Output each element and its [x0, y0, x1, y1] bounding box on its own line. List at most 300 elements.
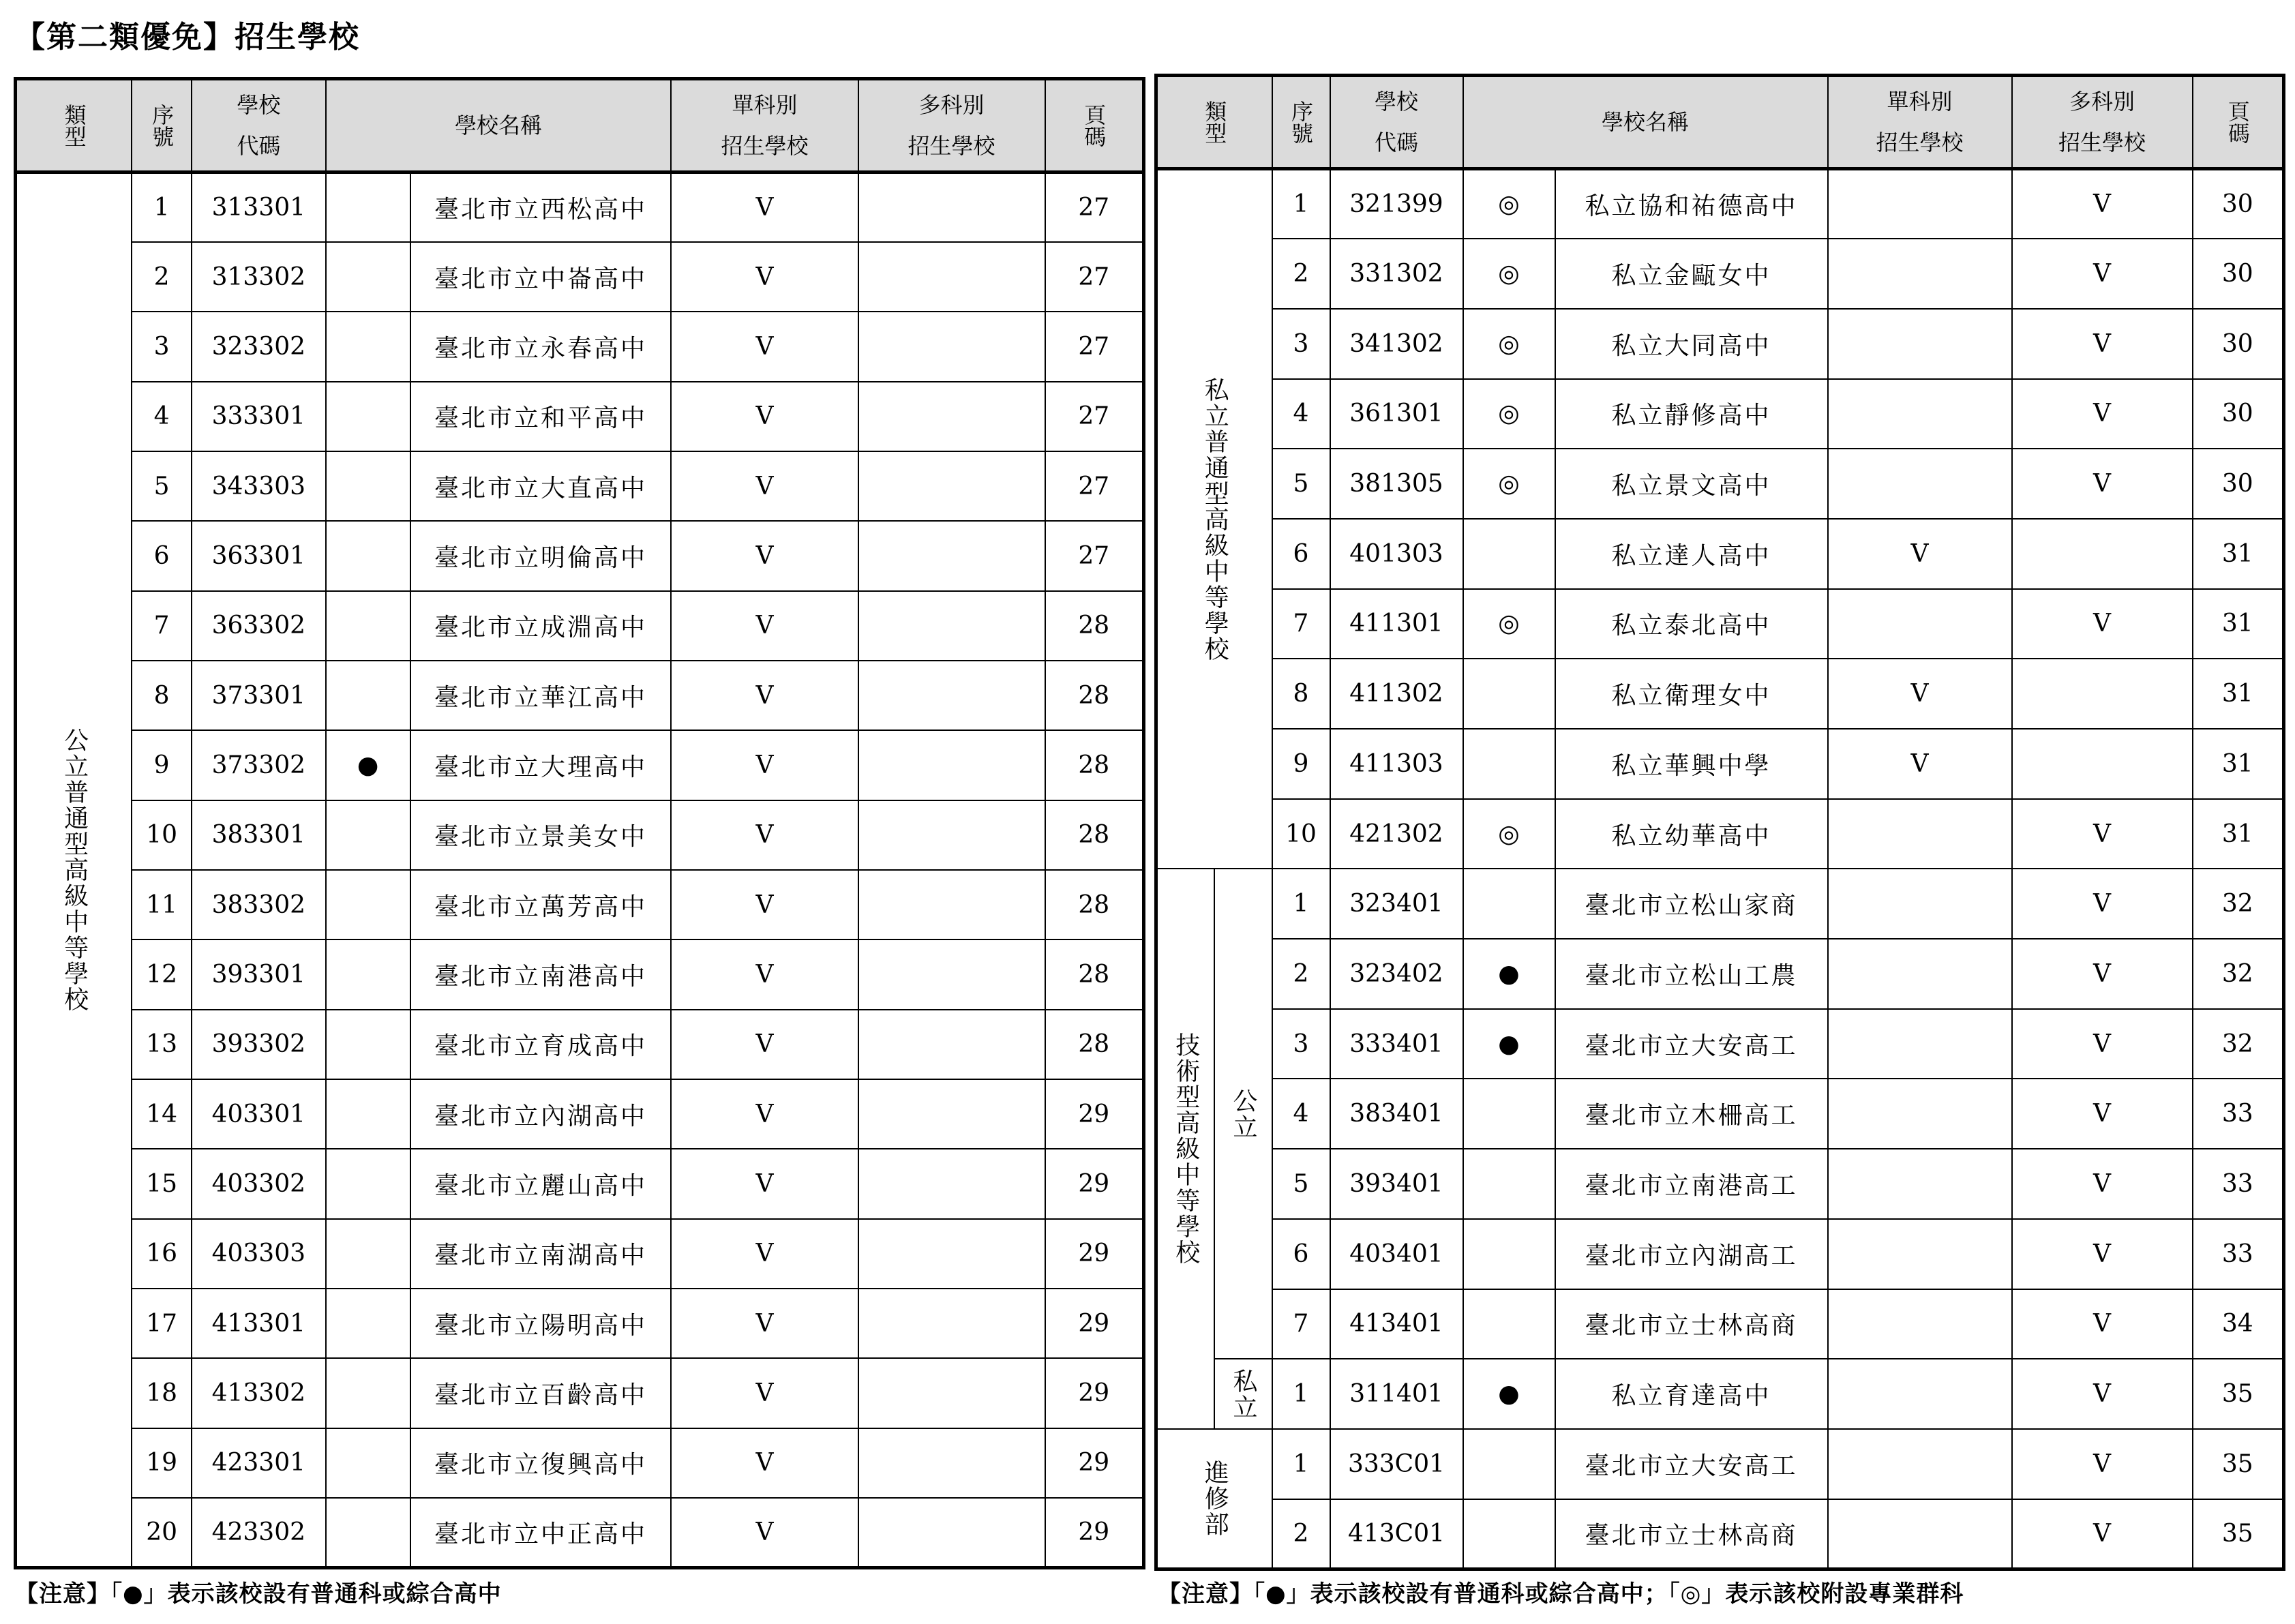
school-name-cell: 私立泰北高中	[1555, 589, 1828, 659]
mark-symbol-cell: ◎	[1463, 239, 1555, 309]
school-code-cell: 333401	[1330, 1009, 1463, 1079]
mark-symbol-cell: ◎	[1463, 589, 1555, 659]
page-number-cell: 29	[1045, 1358, 1144, 1428]
single-subject-mark	[1828, 589, 2012, 659]
single-subject-mark: V	[671, 312, 858, 381]
seq-cell: 1	[1272, 1359, 1330, 1429]
multi-subject-mark	[858, 172, 1045, 242]
multi-subject-mark: V	[2012, 939, 2193, 1009]
header-code-line1: 學校	[237, 92, 281, 118]
mark-symbol-cell	[326, 521, 410, 590]
school-code-cell: 411303	[1330, 729, 1463, 799]
seq-cell: 2	[1272, 1499, 1330, 1569]
seq-cell: 9	[132, 730, 192, 800]
header-row	[16, 79, 1144, 172]
multi-subject-mark	[858, 1219, 1045, 1289]
seq-cell: 19	[132, 1428, 192, 1498]
multi-subject-mark	[858, 939, 1045, 1009]
mark-symbol-cell	[326, 1010, 410, 1079]
mark-symbol-cell	[326, 591, 410, 661]
category-cell: 公立普通型高級中等學校	[16, 172, 132, 1568]
header-multi-line2: 招生學校	[907, 133, 995, 159]
page-number-cell: 31	[2193, 729, 2284, 799]
single-subject-mark: V	[671, 939, 858, 1009]
multi-subject-mark: V	[2012, 309, 2193, 379]
category-cell: 進修部	[1156, 1429, 1272, 1569]
school-code-cell: 403302	[192, 1149, 326, 1218]
multi-subject-mark	[2012, 659, 2193, 729]
seq-cell: 2	[132, 242, 192, 312]
table-row	[1156, 1499, 2284, 1569]
seq-cell: 18	[132, 1358, 192, 1428]
school-name-cell: 臺北市立萬芳高中	[410, 870, 672, 939]
mark-symbol-cell	[1463, 1499, 1555, 1569]
table-row	[16, 1010, 1144, 1079]
multi-subject-mark	[858, 451, 1045, 521]
mark-symbol-cell	[326, 451, 410, 521]
page-number-cell: 33	[2193, 1219, 2284, 1289]
school-code-cell: 411302	[1330, 659, 1463, 729]
seq-cell: 3	[1272, 1009, 1330, 1079]
school-code-cell: 413301	[192, 1289, 326, 1358]
page-number-cell: 35	[2193, 1499, 2284, 1569]
multi-subject-mark	[858, 1149, 1045, 1218]
school-code-cell: 413C01	[1330, 1499, 1463, 1569]
single-subject-mark	[1828, 799, 2012, 869]
school-code-cell: 393301	[192, 939, 326, 1009]
multi-subject-mark	[858, 730, 1045, 800]
multi-subject-mark: V	[2012, 239, 2193, 309]
school-code-cell: 361301	[1330, 379, 1463, 449]
seq-cell: 11	[132, 870, 192, 939]
table-row	[1156, 239, 2284, 309]
seq-cell: 9	[1272, 729, 1330, 799]
mark-symbol-cell	[326, 1149, 410, 1218]
page-number-cell: 28	[1045, 661, 1144, 730]
school-code-cell: 421302	[1330, 799, 1463, 869]
single-subject-mark: V	[671, 1010, 858, 1079]
school-code-cell: 381305	[1330, 449, 1463, 519]
table-row	[1156, 1009, 2284, 1079]
table-row	[16, 242, 1144, 312]
school-code-cell: 321399	[1330, 169, 1463, 239]
single-subject-mark: V	[671, 1498, 858, 1567]
table-row	[1156, 519, 2284, 589]
school-name-cell: 臺北市立士林高商	[1555, 1499, 1828, 1569]
school-code-cell: 423302	[192, 1498, 326, 1567]
seq-cell: 7	[1272, 1289, 1330, 1359]
seq-cell: 20	[132, 1498, 192, 1567]
school-name-cell: 臺北市立南湖高中	[410, 1219, 672, 1289]
multi-subject-mark: V	[2012, 1429, 2193, 1499]
seq-cell: 3	[132, 312, 192, 381]
multi-subject-mark	[858, 1289, 1045, 1358]
school-code-cell: 383401	[1330, 1079, 1463, 1149]
seq-cell: 6	[132, 521, 192, 590]
left-table-body	[16, 172, 1144, 1568]
school-code-cell: 333301	[192, 382, 326, 451]
page-number-cell: 31	[2193, 799, 2284, 869]
table-row	[16, 1428, 1144, 1498]
header-page: 頁碼	[2193, 76, 2284, 169]
seq-cell: 5	[1272, 1149, 1330, 1219]
single-subject-mark: V	[671, 800, 858, 870]
table-row	[16, 800, 1144, 870]
single-subject-mark	[1828, 309, 2012, 379]
seq-cell: 4	[132, 382, 192, 451]
multi-subject-mark: V	[2012, 869, 2193, 939]
single-subject-mark: V	[671, 1358, 858, 1428]
multi-subject-mark: V	[2012, 379, 2193, 449]
mark-symbol-cell	[1463, 1079, 1555, 1149]
single-subject-mark: V	[1828, 519, 2012, 589]
mark-symbol-cell	[326, 1219, 410, 1289]
school-name-cell: 私立育達高中	[1555, 1359, 1828, 1429]
multi-subject-mark: V	[2012, 799, 2193, 869]
mark-symbol-cell	[1463, 729, 1555, 799]
single-subject-mark	[1828, 1009, 2012, 1079]
table-row	[16, 730, 1144, 800]
mark-symbol-cell	[1463, 1289, 1555, 1359]
multi-subject-mark	[858, 521, 1045, 590]
mark-symbol-cell: ◎	[1463, 799, 1555, 869]
table-row	[16, 1079, 1144, 1149]
school-name-cell: 臺北市立中崙高中	[410, 242, 672, 312]
table-row	[16, 451, 1144, 521]
page-number-cell: 33	[2193, 1079, 2284, 1149]
page-number-cell: 31	[2193, 659, 2284, 729]
school-code-cell: 363302	[192, 591, 326, 661]
page-number-cell: 31	[2193, 519, 2284, 589]
page-title: 【第二類優免】招生學校	[15, 20, 360, 55]
multi-subject-mark: V	[2012, 1359, 2193, 1429]
mark-symbol-cell	[326, 661, 410, 730]
page-number-cell: 27	[1045, 451, 1144, 521]
school-name-cell: 私立金甌女中	[1555, 239, 1828, 309]
single-subject-mark: V	[671, 242, 858, 312]
school-name-cell: 私立靜修高中	[1555, 379, 1828, 449]
school-code-cell: 401303	[1330, 519, 1463, 589]
table-row	[1156, 659, 2284, 729]
right-school-table	[1154, 74, 2285, 1571]
seq-cell: 2	[1272, 239, 1330, 309]
school-code-cell: 413401	[1330, 1289, 1463, 1359]
table-row	[16, 939, 1144, 1009]
mark-symbol-cell: ◎	[1463, 379, 1555, 449]
school-name-cell: 臺北市立復興高中	[410, 1428, 672, 1498]
header-multi	[858, 79, 1045, 172]
mark-symbol-cell	[326, 800, 410, 870]
single-subject-mark: V	[671, 382, 858, 451]
seq-cell: 16	[132, 1219, 192, 1289]
header-multi-line1: 多科別	[918, 92, 985, 118]
header-name: 學校名稱	[1463, 76, 1828, 169]
seq-cell: 1	[1272, 869, 1330, 939]
left-school-table	[14, 77, 1145, 1569]
seq-cell: 4	[1272, 379, 1330, 449]
page-number-cell: 32	[2193, 939, 2284, 1009]
school-name-cell: 臺北市立木柵高工	[1555, 1079, 1828, 1149]
table-row	[16, 312, 1144, 381]
seq-cell: 6	[1272, 1219, 1330, 1289]
page-number-cell: 30	[2193, 239, 2284, 309]
table-row	[1156, 1149, 2284, 1219]
page-number-cell: 28	[1045, 800, 1144, 870]
seq-cell: 12	[132, 939, 192, 1009]
table-row	[1156, 1219, 2284, 1289]
mark-symbol-cell	[326, 1079, 410, 1149]
school-code-cell: 411301	[1330, 589, 1463, 659]
table-row	[1156, 379, 2284, 449]
table-row	[1156, 169, 2284, 239]
header-multi	[2012, 76, 2193, 169]
school-name-cell: 私立達人高中	[1555, 519, 1828, 589]
school-name-cell: 臺北市立大安高工	[1555, 1429, 1828, 1499]
mark-symbol-cell	[1463, 1149, 1555, 1219]
single-subject-mark	[1828, 239, 2012, 309]
single-subject-mark	[1828, 1219, 2012, 1289]
seq-cell: 17	[132, 1289, 192, 1358]
school-code-cell: 393302	[192, 1010, 326, 1079]
mark-symbol-cell	[326, 1289, 410, 1358]
multi-subject-mark: V	[2012, 1149, 2193, 1219]
school-code-cell: 393401	[1330, 1149, 1463, 1219]
single-subject-mark: V	[671, 1289, 858, 1358]
school-name-cell: 私立衛理女中	[1555, 659, 1828, 729]
table-row	[16, 382, 1144, 451]
school-name-cell: 臺北市立和平高中	[410, 382, 672, 451]
school-name-cell: 私立景文高中	[1555, 449, 1828, 519]
school-code-cell: 383301	[192, 800, 326, 870]
single-subject-mark	[1828, 1079, 2012, 1149]
seq-cell: 2	[1272, 939, 1330, 1009]
school-name-cell: 私立協和祐德高中	[1555, 169, 1828, 239]
table-row	[1156, 799, 2284, 869]
seq-cell: 1	[1272, 169, 1330, 239]
school-name-cell: 臺北市立華江高中	[410, 661, 672, 730]
school-name-cell: 臺北市立內湖高工	[1555, 1219, 1828, 1289]
multi-subject-mark	[858, 1498, 1045, 1567]
page-number-cell: 29	[1045, 1498, 1144, 1567]
header-single-line2: 招生學校	[721, 133, 809, 159]
multi-subject-mark	[858, 870, 1045, 939]
single-subject-mark: V	[671, 1428, 858, 1498]
header-seq: 序號	[132, 79, 192, 172]
table-row	[1156, 1079, 2284, 1149]
single-subject-mark	[1828, 1359, 2012, 1429]
page-number-cell: 28	[1045, 1010, 1144, 1079]
page-number-cell: 30	[2193, 379, 2284, 449]
multi-subject-mark: V	[2012, 169, 2193, 239]
single-subject-mark: V	[671, 172, 858, 242]
school-code-cell: 423301	[192, 1428, 326, 1498]
school-name-cell: 臺北市立南港高工	[1555, 1149, 1828, 1219]
multi-subject-mark	[858, 242, 1045, 312]
page-number-cell: 32	[2193, 869, 2284, 939]
header-single-line2: 招生學校	[1876, 130, 1964, 155]
table-row	[16, 1219, 1144, 1289]
header-code-line2: 代碼	[1374, 130, 1418, 155]
school-name-cell: 臺北市立南港高中	[410, 939, 672, 1009]
single-subject-mark: V	[671, 1079, 858, 1149]
table-row	[1156, 1289, 2284, 1359]
multi-subject-mark	[858, 1428, 1045, 1498]
multi-subject-mark: V	[2012, 1289, 2193, 1359]
school-name-cell: 臺北市立松山工農	[1555, 939, 1828, 1009]
table-row	[1156, 589, 2284, 659]
single-subject-mark	[1828, 869, 2012, 939]
school-name-cell: 臺北市立士林高商	[1555, 1289, 1828, 1359]
mark-symbol-cell	[326, 242, 410, 312]
mark-symbol-cell: ●	[1463, 1359, 1555, 1429]
school-code-cell: 323402	[1330, 939, 1463, 1009]
table-row	[1156, 869, 2284, 939]
multi-subject-mark	[2012, 519, 2193, 589]
header-code-line2: 代碼	[237, 133, 281, 159]
single-subject-mark: V	[671, 451, 858, 521]
mark-symbol-cell	[326, 1358, 410, 1428]
school-code-cell: 403303	[192, 1219, 326, 1289]
school-code-cell: 373301	[192, 661, 326, 730]
school-name-cell: 臺北市立明倫高中	[410, 521, 672, 590]
school-name-cell: 臺北市立百齡高中	[410, 1358, 672, 1428]
mark-symbol-cell	[326, 1428, 410, 1498]
school-code-cell: 343303	[192, 451, 326, 521]
school-name-cell: 臺北市立大直高中	[410, 451, 672, 521]
single-subject-mark	[1828, 1289, 2012, 1359]
single-subject-mark	[1828, 379, 2012, 449]
header-single-line1: 單科別	[732, 92, 798, 118]
mark-symbol-cell: ●	[1463, 1009, 1555, 1079]
seq-cell: 3	[1272, 309, 1330, 379]
table-row	[16, 870, 1144, 939]
multi-subject-mark: V	[2012, 589, 2193, 659]
mark-symbol-cell: ◎	[1463, 169, 1555, 239]
page-number-cell: 28	[1045, 939, 1144, 1009]
mark-symbol-cell: ◎	[1463, 309, 1555, 379]
header-page: 頁碼	[1045, 79, 1144, 172]
school-name-cell: 私立華興中學	[1555, 729, 1828, 799]
table-row	[1156, 309, 2284, 379]
school-code-cell: 373302	[192, 730, 326, 800]
header-type: 類型	[16, 79, 132, 172]
school-code-cell: 323302	[192, 312, 326, 381]
school-code-cell: 313302	[192, 242, 326, 312]
seq-cell: 5	[1272, 449, 1330, 519]
mark-symbol-cell: ◎	[1463, 449, 1555, 519]
table-row	[16, 1149, 1144, 1218]
seq-cell: 5	[132, 451, 192, 521]
single-subject-mark: V	[671, 730, 858, 800]
page-number-cell: 30	[2193, 309, 2284, 379]
table-row	[16, 172, 1144, 242]
footnote-left: 【注意】「●」表示該校設有普通科或綜合高中	[15, 1580, 502, 1608]
page-number-cell: 27	[1045, 312, 1144, 381]
header-code-line1: 學校	[1374, 89, 1418, 115]
table-row	[1156, 939, 2284, 1009]
single-subject-mark: V	[671, 661, 858, 730]
table-row	[16, 591, 1144, 661]
mark-symbol-cell	[326, 312, 410, 381]
mark-symbol-cell	[1463, 519, 1555, 589]
single-subject-mark	[1828, 1429, 2012, 1499]
header-code	[192, 79, 326, 172]
multi-subject-mark	[858, 1010, 1045, 1079]
school-name-cell: 臺北市立景美女中	[410, 800, 672, 870]
school-name-cell: 臺北市立內湖高中	[410, 1079, 672, 1149]
right-table-body	[1156, 169, 2284, 1569]
multi-subject-mark: V	[2012, 1219, 2193, 1289]
seq-cell: 4	[1272, 1079, 1330, 1149]
mark-symbol-cell	[326, 870, 410, 939]
page-number-cell: 29	[1045, 1149, 1144, 1218]
multi-subject-mark	[858, 382, 1045, 451]
page-number-cell: 30	[2193, 169, 2284, 239]
single-subject-mark	[1828, 169, 2012, 239]
page-number-cell: 27	[1045, 172, 1144, 242]
multi-subject-mark	[858, 800, 1045, 870]
school-code-cell: 333C01	[1330, 1429, 1463, 1499]
single-subject-mark: V	[1828, 729, 2012, 799]
header-multi-line2: 招生學校	[2058, 130, 2146, 155]
school-code-cell: 383302	[192, 870, 326, 939]
multi-subject-mark	[858, 312, 1045, 381]
school-code-cell: 323401	[1330, 869, 1463, 939]
single-subject-mark	[1828, 1149, 2012, 1219]
school-code-cell: 331302	[1330, 239, 1463, 309]
seq-cell: 10	[132, 800, 192, 870]
table-row	[1156, 729, 2284, 799]
footnote-right: 【注意】「●」表示該校設有普通科或綜合高中；「◎」表示該校附設專業群科	[1158, 1580, 1964, 1608]
table-row	[1156, 449, 2284, 519]
page-number-cell: 29	[1045, 1428, 1144, 1498]
page-number-cell: 35	[2193, 1429, 2284, 1499]
single-subject-mark	[1828, 449, 2012, 519]
table-row	[16, 661, 1144, 730]
school-name-cell: 臺北市立永春高中	[410, 312, 672, 381]
school-name-cell: 臺北市立陽明高中	[410, 1289, 672, 1358]
mark-symbol-cell	[326, 382, 410, 451]
mark-symbol-cell	[1463, 1429, 1555, 1499]
header-single	[1828, 76, 2012, 169]
school-name-cell: 私立大同高中	[1555, 309, 1828, 379]
school-name-cell: 臺北市立大安高工	[1555, 1009, 1828, 1079]
page-number-cell: 27	[1045, 242, 1144, 312]
mark-symbol-cell	[1463, 1219, 1555, 1289]
header-multi-line1: 多科別	[2069, 89, 2135, 115]
single-subject-mark: V	[671, 521, 858, 590]
single-subject-mark: V	[1828, 659, 2012, 729]
school-code-cell: 341302	[1330, 309, 1463, 379]
multi-subject-mark: V	[2012, 1079, 2193, 1149]
page-number-cell: 35	[2193, 1359, 2284, 1429]
mark-symbol-cell	[326, 939, 410, 1009]
mark-symbol-cell	[326, 172, 410, 242]
single-subject-mark: V	[671, 1149, 858, 1218]
page-number-cell: 30	[2193, 449, 2284, 519]
page-number-cell: 27	[1045, 521, 1144, 590]
school-name-cell: 臺北市立大理高中	[410, 730, 672, 800]
header-code	[1330, 76, 1463, 169]
header-type: 類型	[1156, 76, 1272, 169]
seq-cell: 13	[132, 1010, 192, 1079]
category-cell: 私立普通型高級中等學校	[1156, 169, 1272, 869]
page-number-cell: 28	[1045, 591, 1144, 661]
school-code-cell: 413302	[192, 1358, 326, 1428]
seq-cell: 10	[1272, 799, 1330, 869]
school-name-cell: 私立幼華高中	[1555, 799, 1828, 869]
table-row	[1156, 1359, 2284, 1429]
